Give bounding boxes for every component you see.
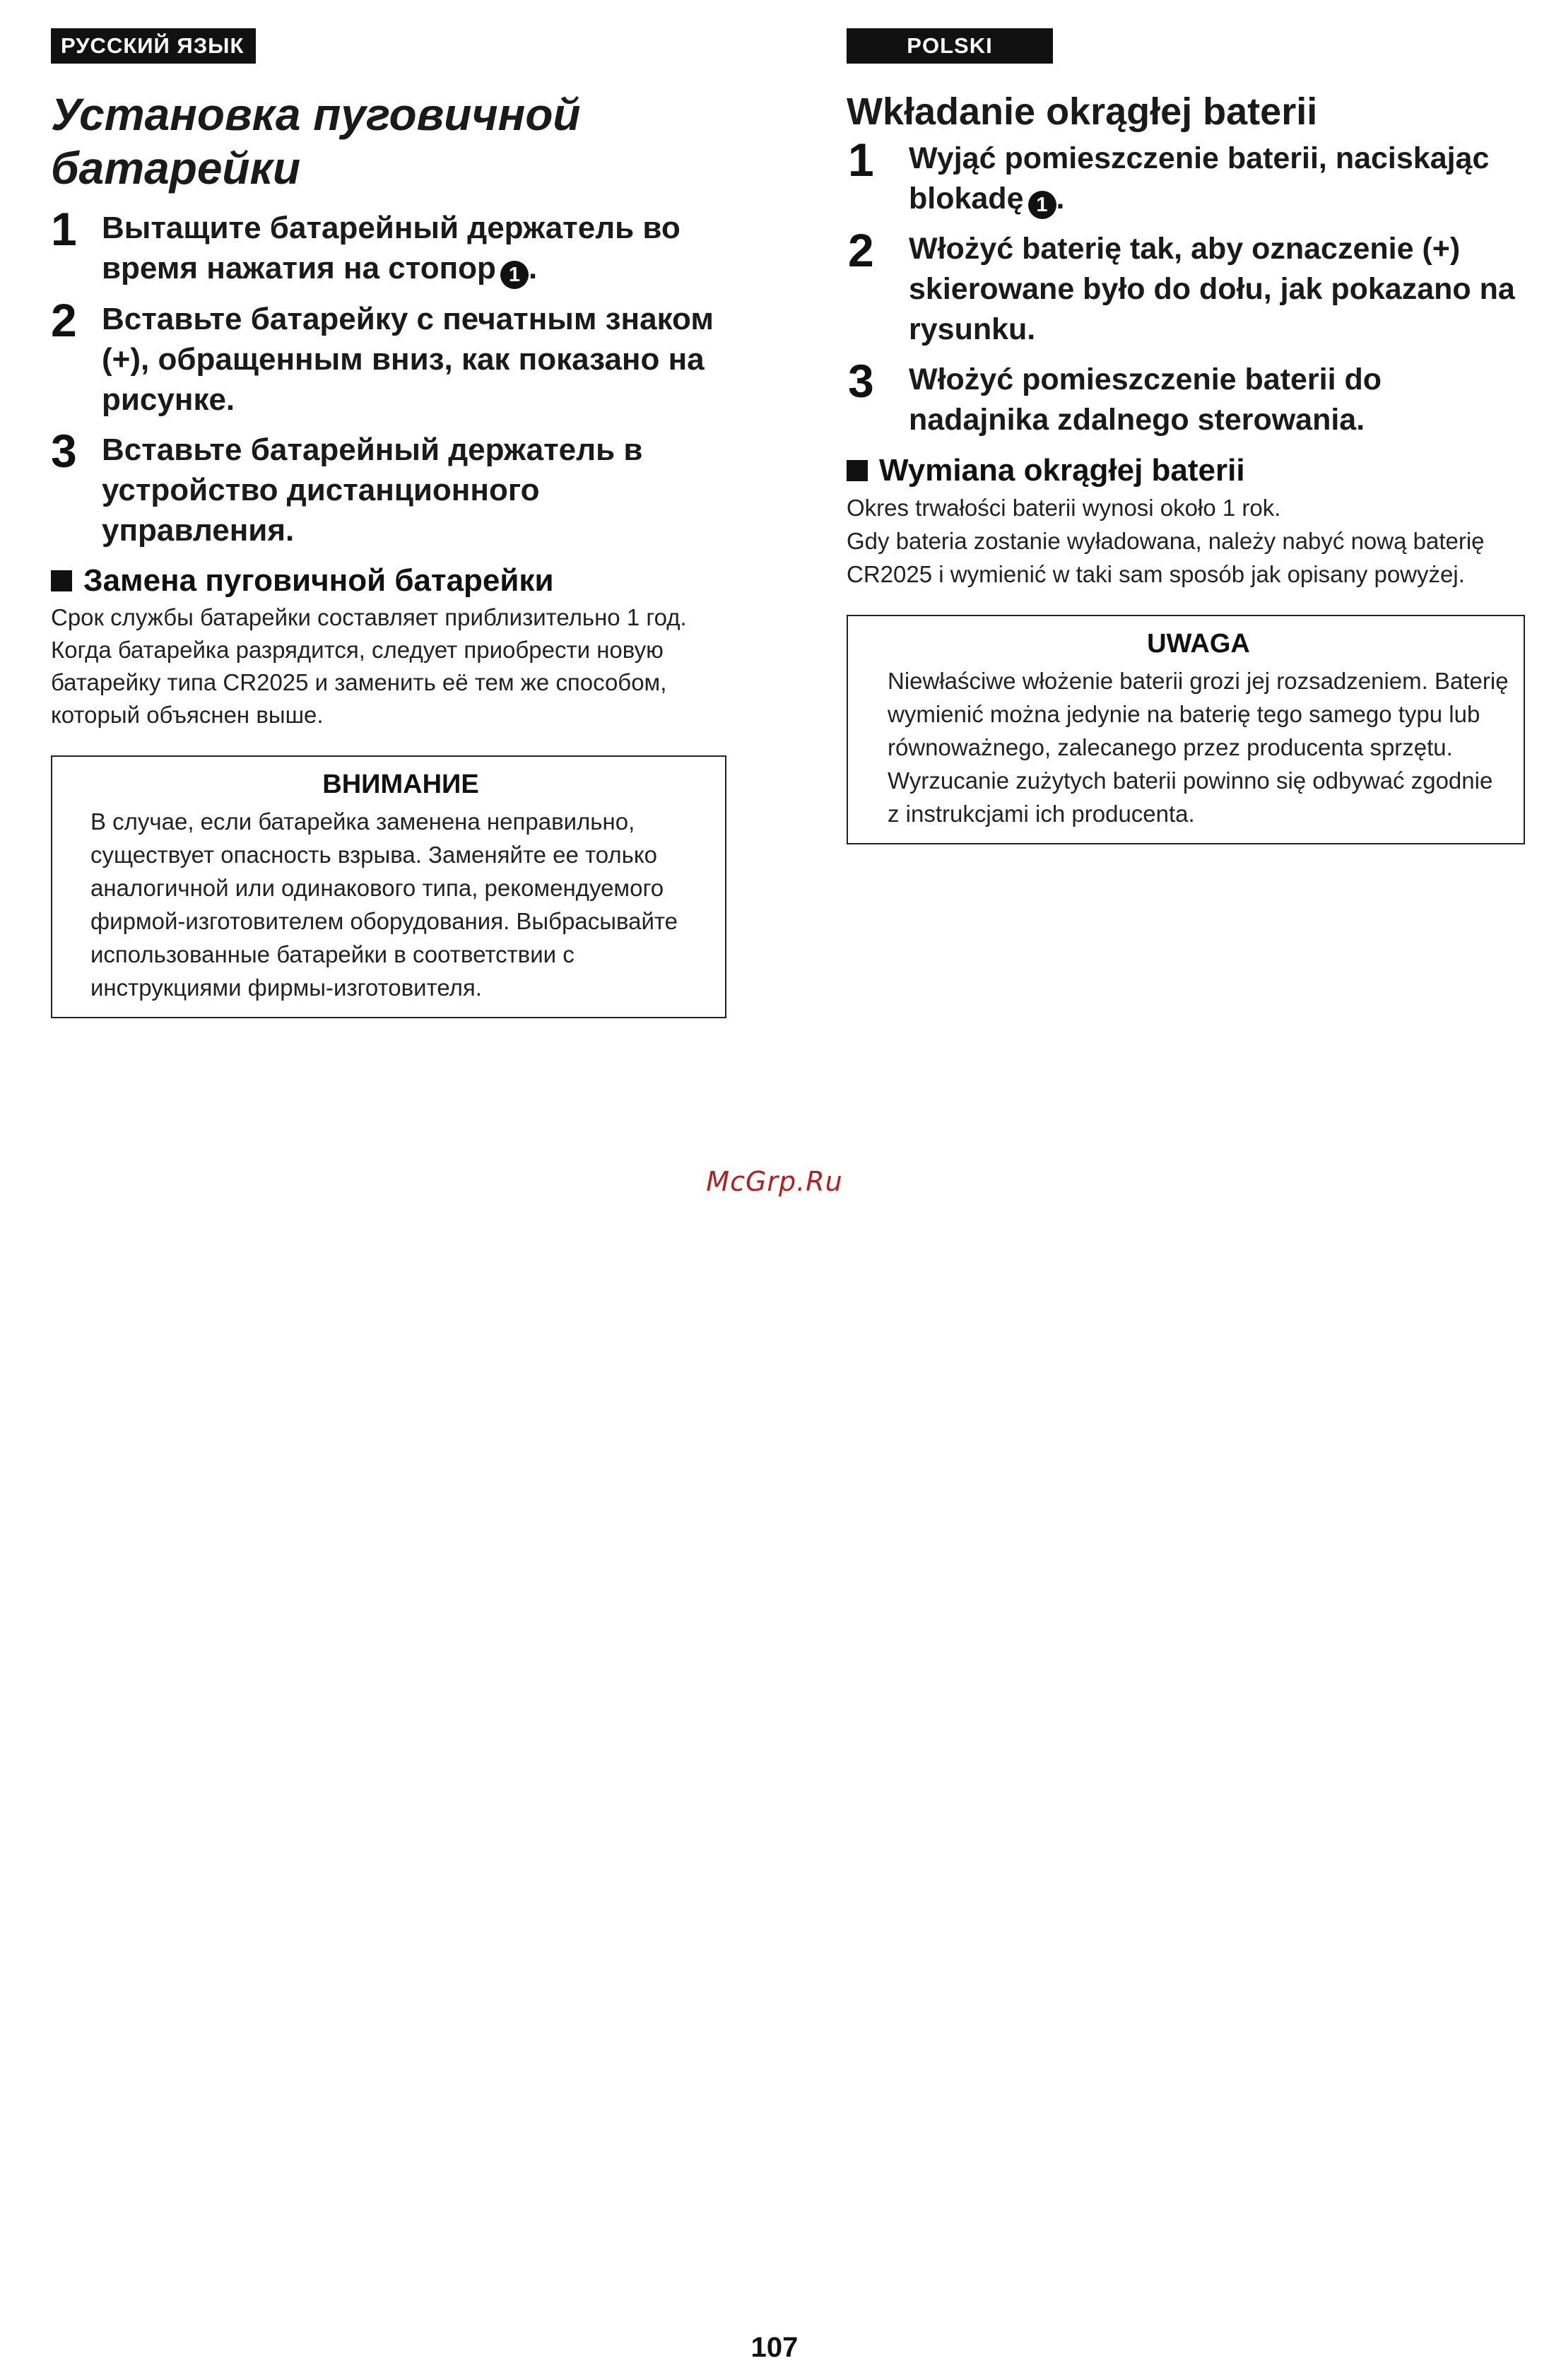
section-title-polish: Wkładanie okrągłej baterii bbox=[847, 90, 1318, 133]
step-text: Вставьте батарейный держатель в устройство дистанционного управления. bbox=[102, 432, 643, 548]
warning-box-russian bbox=[51, 755, 726, 1018]
warning-box-polish bbox=[847, 615, 1525, 844]
circled-number-icon: 1 bbox=[1028, 191, 1056, 219]
page-number: 107 bbox=[750, 2332, 799, 2363]
step-number: 1 bbox=[848, 134, 874, 186]
step-text-suffix: . bbox=[528, 251, 538, 285]
polish-column bbox=[847, 28, 1525, 844]
warning-text: Niewłaściwe włożenie baterii grozi jej rozsadzeniem. Baterię wymienić można jedynie na baterię tego samego typu lub równoważnego, zalecanego przez producenta sprzętu. Wyrzucanie zużytych baterii powinno się odbywać zgodnie z instrukcjami ich producenta. bbox=[888, 668, 1509, 827]
step-text: Włożyć baterię tak, aby oznaczenie (+) skierowane było do dołu, jak pokazano na rysunku. bbox=[909, 232, 1515, 346]
step-text bbox=[102, 208, 729, 289]
step-text-suffix: . bbox=[1056, 182, 1065, 216]
square-bullet-icon bbox=[51, 570, 72, 591]
step-item bbox=[51, 203, 729, 289]
russian-column bbox=[51, 28, 729, 1018]
steps-list-polish bbox=[847, 134, 1525, 440]
step-number: 2 bbox=[848, 224, 874, 276]
steps-list-russian bbox=[51, 203, 729, 550]
step-item bbox=[51, 425, 729, 550]
square-bullet-icon bbox=[847, 460, 868, 481]
language-tag-polish: POLSKI bbox=[847, 28, 1053, 64]
replace-paragraph: Когда батарейка разрядится, следует приобрести новую батарейку типа CR2025 и заменить её тем же способом, который объяснен выше. bbox=[51, 637, 667, 728]
replace-heading-text: Wymiana okrągłej baterii bbox=[879, 453, 1245, 488]
title-line-2: батарейки bbox=[51, 143, 301, 194]
circled-number-icon: 1 bbox=[500, 261, 529, 289]
replace-heading-polish bbox=[847, 450, 1525, 491]
step-text bbox=[909, 139, 1525, 219]
step-text-body: Wyjąć pomieszczenie baterii, naciskając blokadę bbox=[909, 141, 1490, 216]
replace-paragraph: Срок службы батарейки составляет приблизительно 1 год. bbox=[51, 604, 687, 630]
step-text-body: Вытащите батарейный держатель во время нажатия на стопор bbox=[102, 211, 681, 285]
step-number: 1 bbox=[51, 203, 77, 255]
watermark: McGrp.Ru bbox=[706, 1166, 843, 1197]
warning-text: В случае, если батарейка заменена неправильно, существует опасность взрыва. Заменяйте ее только аналогичной или одинакового типа, рекомендуемого фирмой-изготовителем оборудования. Выбрасывайте использованные батарейки в соответствии с инструкциями фирмы-изготовителя. bbox=[90, 808, 678, 1001]
step-number: 3 bbox=[51, 425, 77, 477]
warning-title: ВНИМАНИЕ bbox=[322, 770, 479, 799]
replace-heading-russian bbox=[51, 560, 729, 601]
language-tag-russian: РУССКИЙ ЯЗЫК bbox=[51, 28, 256, 64]
step-text: Вставьте батарейку с печатным знаком (+), обращенным вниз, как показано на рисунке. bbox=[102, 302, 714, 417]
step-text: Włożyć pomieszczenie baterii do nadajnika zdalnego sterowania. bbox=[909, 363, 1382, 437]
title-line-1: Установка пуговичной bbox=[51, 89, 581, 140]
step-item bbox=[847, 224, 1525, 350]
section-title-russian bbox=[51, 88, 729, 195]
replace-heading-text: Замена пуговичной батарейки bbox=[83, 563, 554, 598]
step-item bbox=[847, 355, 1525, 440]
step-number: 2 bbox=[51, 294, 77, 346]
step-item bbox=[847, 134, 1525, 219]
step-number: 3 bbox=[848, 355, 874, 407]
replace-paragraph: Okres trwałości baterii wynosi około 1 rok. bbox=[847, 495, 1281, 521]
replace-paragraph: Gdy bateria zostanie wyładowana, należy nabyć nową baterię CR2025 i wymienić w taki sam sposób jak opisany powyżej. bbox=[847, 528, 1485, 587]
step-item bbox=[51, 294, 729, 420]
warning-title: UWAGA bbox=[1147, 629, 1250, 659]
